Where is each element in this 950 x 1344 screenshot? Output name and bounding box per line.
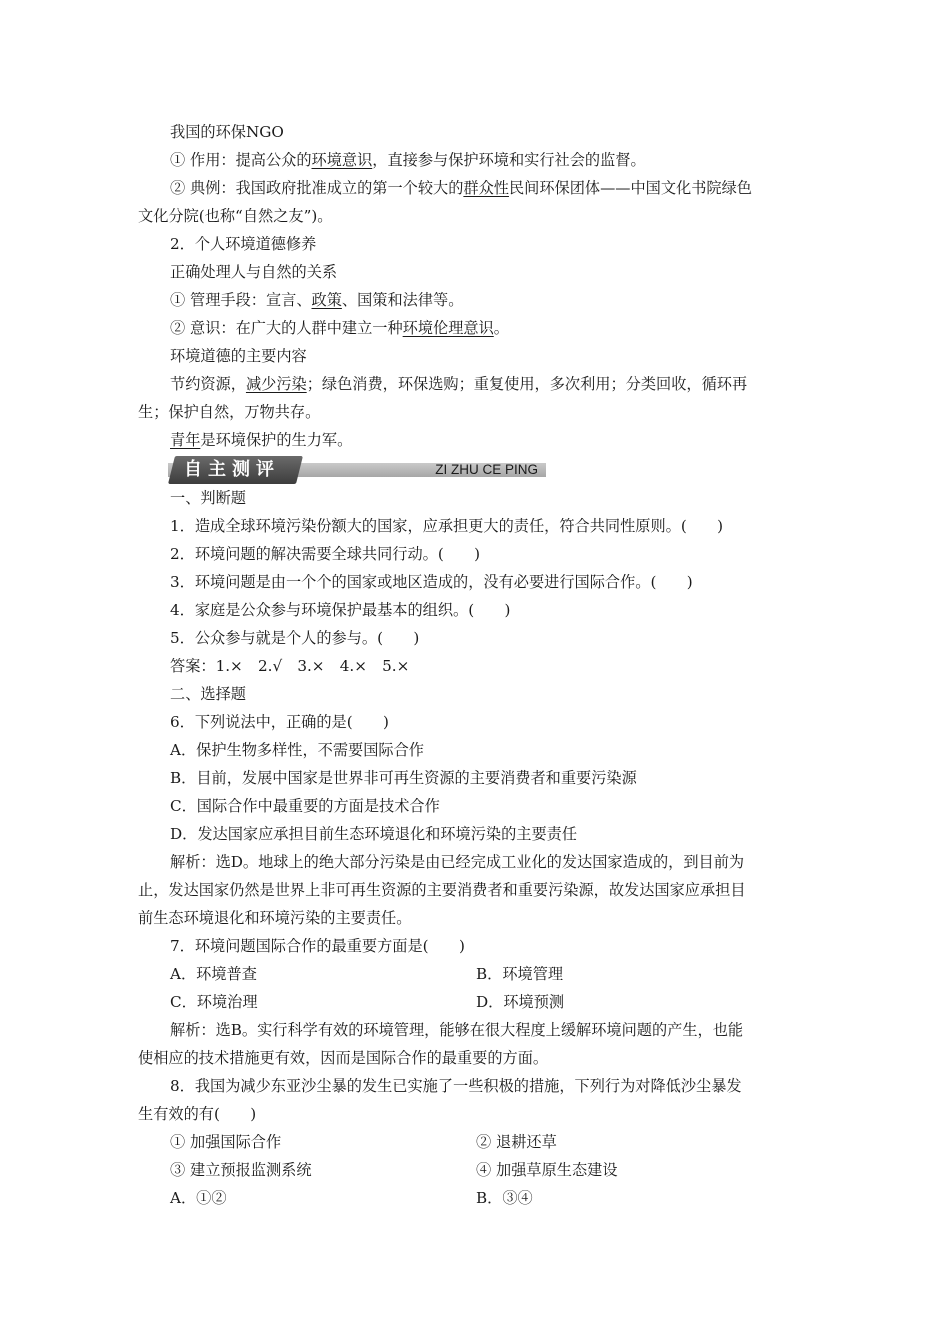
- section-2-heading: 2．个人环境道德修养: [170, 235, 317, 253]
- q8-item-4: ④ 加强草原生态建设: [476, 1161, 618, 1179]
- document-page: [138, 118, 814, 1212]
- text: 、国策和法律等。: [341, 291, 464, 309]
- judge-heading: 一、判断题: [170, 489, 246, 507]
- q6-option-a: A．保护生物多样性，不需要国际合作: [170, 741, 424, 759]
- judge-item-5: 5．公众参与就是个人的参与。( ): [170, 629, 420, 647]
- blank-answer: 青年: [170, 431, 201, 449]
- judge-answer: 答案：1.× 2.√ 3.× 4.× 5.×: [170, 657, 410, 675]
- q8-items-row-1: [138, 1128, 814, 1156]
- q7-options-row-2: [138, 988, 814, 1016]
- blank-answer: 减少污染: [245, 375, 307, 393]
- text: 民间环保团体——中国文化书院绿色: [508, 179, 752, 197]
- text: ；绿色消费，环保选购；重复使用，多次利用；分类回收，循环再: [306, 375, 748, 393]
- banner-label: 自主测评: [184, 459, 280, 480]
- judge-item-4: 4．家庭是公众参与环境保护最基本的组织。( ): [170, 601, 511, 619]
- moral-content: [138, 370, 814, 398]
- q7-option-c: C．环境治理: [170, 993, 258, 1011]
- q8-stem-cont: 生有效的有( ): [138, 1105, 257, 1123]
- blank-answer: 环境意识: [311, 151, 373, 169]
- awareness: [138, 314, 814, 342]
- q6-analysis-2: 止，发达国家仍然是世界上非可再生资源的主要消费者和重要污染源，故发达国家应承担目: [138, 881, 746, 899]
- q7-analysis-2: 使相应的技术措施更有效，因而是国际合作的最重要的方面。: [138, 1049, 549, 1067]
- q6-analysis-1: 解析：选D。地球上的绝大部分污染是由已经完成工业化的发达国家造成的，到目前为: [170, 853, 745, 871]
- q6-option-b: B．目前，发展中国家是世界非可再生资源的主要消费者和重要污染源: [170, 769, 637, 787]
- moral-content-cont: 生；保护自然，万物共存。: [138, 403, 321, 421]
- text: ② 典例：我国政府批准成立的第一个较大的: [170, 179, 464, 197]
- q7-options-row-1: [138, 960, 814, 988]
- q6-analysis-3: 前生态环境退化和环境污染的主要责任。: [138, 909, 412, 927]
- manage-means: [138, 286, 814, 314]
- q8-option-b: B．③④: [476, 1189, 533, 1207]
- text: 节约资源，: [170, 375, 246, 393]
- blank-answer: 群众性: [463, 179, 509, 197]
- text: ① 管理手段：宣言、: [170, 291, 312, 309]
- banner-pinyin: ZI ZHU CE PING: [435, 462, 538, 477]
- judge-item-1: 1．造成全球环境污染份额大的国家，应承担更大的责任，符合共同性原则。( ): [170, 517, 724, 535]
- q8-stem: 8．我国为减少东亚沙尘暴的发生已实施了一些积极的措施，下列行为对降低沙尘暴发: [170, 1077, 742, 1095]
- q7-option-d: D．环境预测: [476, 993, 565, 1011]
- judge-item-2: 2．环境问题的解决需要全球共同行动。( ): [170, 545, 481, 563]
- q6-option-d: D．发达国家应承担目前生态环境退化和环境污染的主要责任: [170, 825, 578, 843]
- q8-option-a: A．①②: [170, 1189, 227, 1207]
- q7-analysis-1: 解析：选B。实行科学有效的环境管理，能够在很大程度上缓解环境问题的产生，也能: [170, 1021, 744, 1039]
- subheading-relation: 正确处理人与自然的关系: [170, 263, 338, 281]
- text: ② 意识：在广大的人群中建立一种: [170, 319, 403, 337]
- text: ，直接参与保护环境和实行社会的监督。: [372, 151, 646, 169]
- ngo-role: [138, 146, 814, 174]
- text: 是环境保护的生力军。: [200, 431, 353, 449]
- section-banner: [168, 456, 546, 484]
- q7-option-b: B．环境管理: [476, 965, 564, 983]
- text: 。: [493, 319, 509, 337]
- ngo-example: [138, 174, 814, 202]
- q8-item-2: ② 退耕还草: [476, 1133, 557, 1151]
- q7-option-a: A．环境普查: [170, 965, 257, 983]
- choice-heading: 二、选择题: [170, 685, 246, 703]
- q8-options-row: [138, 1184, 814, 1212]
- subheading-content: 环境道德的主要内容: [170, 347, 307, 365]
- q6-stem: 6．下列说法中，正确的是( ): [170, 713, 389, 731]
- q7-stem: 7．环境问题国际合作的最重要方面是( ): [170, 937, 465, 955]
- ngo-example-cont: 文化分院(也称“自然之友”)。: [138, 207, 333, 225]
- ngo-heading: 我国的环保NGO: [170, 123, 284, 141]
- q8-items-row-2: [138, 1156, 814, 1184]
- blank-answer: 环境伦理意识: [402, 319, 494, 337]
- judge-item-3: 3．环境问题是由一个个的国家或地区造成的，没有必要进行国际合作。( ): [170, 573, 693, 591]
- text: ① 作用：提高公众的: [170, 151, 312, 169]
- q8-item-3: ③ 建立预报监测系统: [170, 1161, 312, 1179]
- youth-line: [138, 426, 814, 454]
- q8-item-1: ① 加强国际合作: [170, 1133, 282, 1151]
- blank-answer: 政策: [311, 291, 342, 309]
- q6-option-c: C．国际合作中最重要的方面是技术合作: [170, 797, 440, 815]
